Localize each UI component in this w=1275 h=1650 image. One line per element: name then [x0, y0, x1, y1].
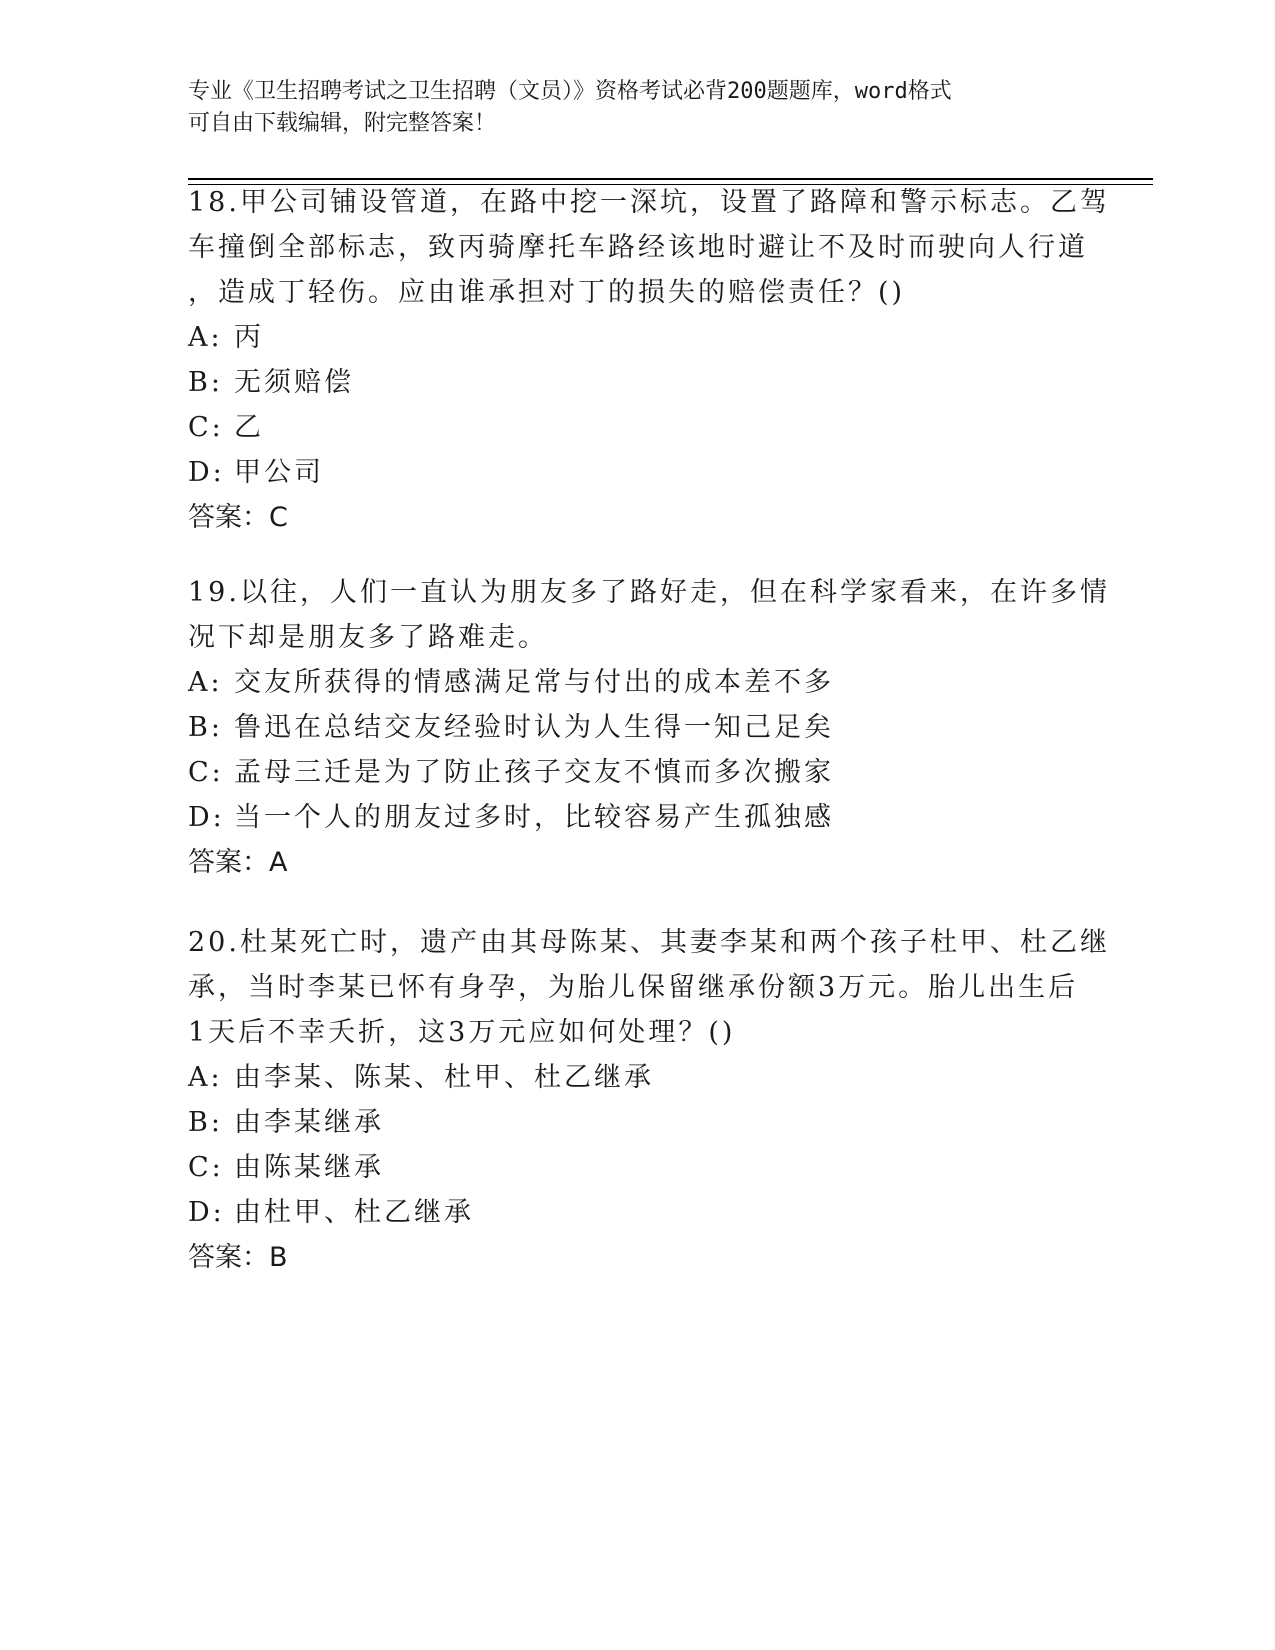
option-letter: C: [188, 757, 224, 788]
question-stem-line: 19.以往，人们一直认为朋友多了路好走，但在科学家看来，在许多情 [188, 577, 1110, 608]
option-text: 孟母三迁是为了防止孩子交友不慎而多次搬家 [234, 757, 834, 788]
option-letter: D: [188, 457, 225, 488]
option-c [188, 405, 1088, 450]
option-text: 由李某继承 [234, 1107, 384, 1138]
question-stem-line: 1天后不幸夭折，这3万元应如何处理？() [188, 1017, 736, 1048]
option-letter: D: [188, 1197, 225, 1228]
question-18 [188, 180, 1110, 540]
option-a [188, 660, 1088, 705]
document-header [188, 76, 1088, 140]
option-text: 由杜甲、杜乙继承 [234, 1197, 474, 1228]
option-text: 无须赔偿 [234, 367, 354, 398]
option-letter: D: [188, 802, 225, 833]
answer-line: 答案：C [188, 502, 288, 533]
question-stem-line: 承，当时李某已怀有身孕，为胎儿保留继承份额3万元。胎儿出生后 [188, 972, 1079, 1003]
option-letter: B: [188, 712, 223, 743]
option-text: 由陈某继承 [234, 1152, 384, 1183]
option-d [188, 795, 1088, 840]
option-letter: A: [188, 322, 223, 353]
question-stem-line: 20.杜某死亡时，遗产由其母陈某、其妻李某和两个孩子杜甲、杜乙继 [188, 927, 1110, 958]
option-c [188, 1145, 1088, 1190]
option-letter: C: [188, 1152, 224, 1183]
option-letter: B: [188, 367, 223, 398]
option-text: 鲁迅在总结交友经验时认为人生得一知己足矣 [234, 712, 834, 743]
option-letter: B: [188, 1107, 223, 1138]
option-text: 由李某、陈某、杜甲、杜乙继承 [234, 1062, 654, 1093]
option-letter: C: [188, 412, 224, 443]
option-text: 交友所获得的情感满足常与付出的成本差不多 [234, 667, 834, 698]
answer-line: 答案：B [188, 1242, 288, 1273]
option-b [188, 1100, 1088, 1145]
option-d [188, 1190, 1088, 1235]
option-a [188, 315, 1088, 360]
header-line-1: 专业《卫生招聘考试之卫生招聘（文员）》资格考试必背200题题库，word格式 [188, 79, 952, 104]
header-line-2: 可自由下载编辑，附完整答案！ [188, 111, 497, 136]
option-letter: A: [188, 1062, 223, 1093]
option-b [188, 705, 1088, 750]
question-stem-line: 18.甲公司铺设管道，在路中挖一深坑，设置了路障和警示标志。乙驾 [188, 187, 1110, 218]
option-text: 丙 [234, 322, 264, 353]
option-letter: A: [188, 667, 223, 698]
option-text: 乙 [234, 412, 264, 443]
question-19 [188, 570, 1110, 885]
answer-line: 答案：A [188, 847, 288, 878]
option-a [188, 1055, 1088, 1100]
option-b [188, 360, 1088, 405]
question-stem-line: ，造成丁轻伤。应由谁承担对丁的损失的赔偿责任？() [188, 277, 906, 308]
option-c [188, 750, 1088, 795]
question-stem-line: 车撞倒全部标志，致丙骑摩托车路经该地时避让不及时而驶向人行道 [188, 232, 1088, 263]
question-20 [188, 920, 1110, 1280]
option-text: 当一个人的朋友过多时，比较容易产生孤独感 [234, 802, 834, 833]
question-stem-line: 况下却是朋友多了路难走。 [188, 622, 548, 653]
option-d [188, 450, 1088, 495]
option-text: 甲公司 [234, 457, 324, 488]
